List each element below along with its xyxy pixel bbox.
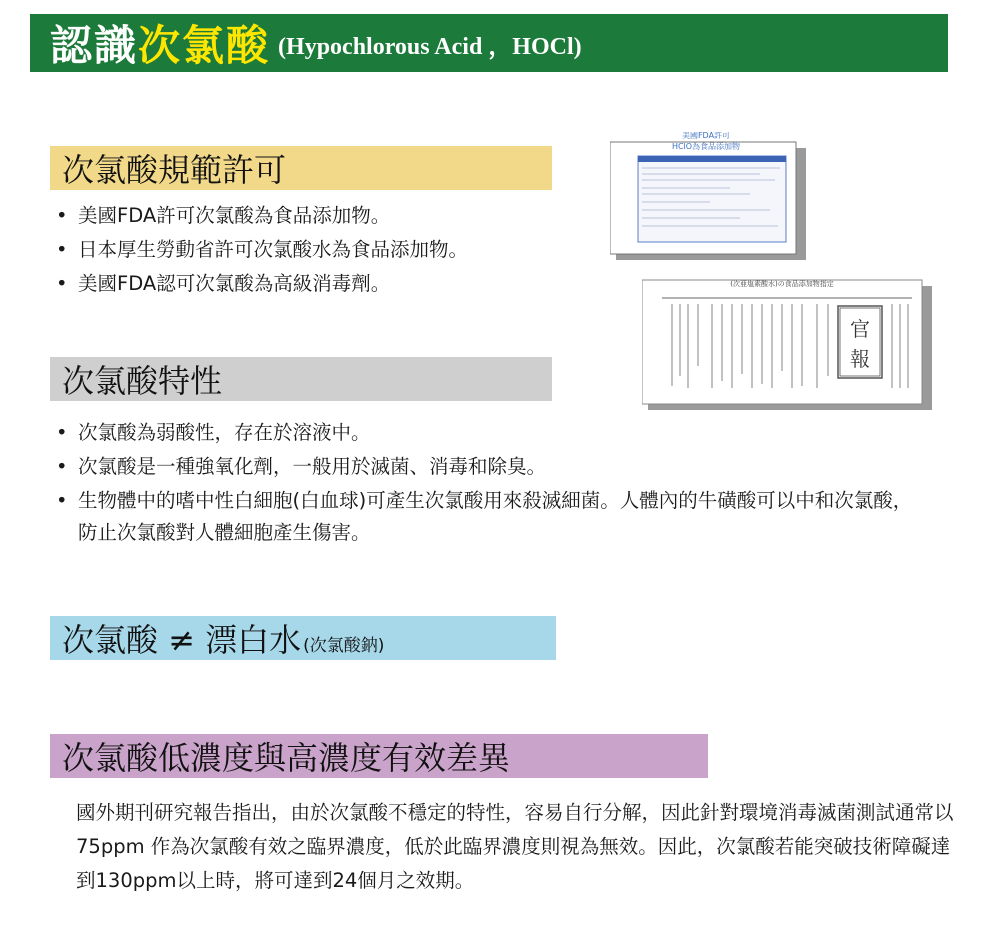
properties-heading: [50, 357, 552, 401]
gazette-seal-char-2: 報: [850, 347, 870, 371]
fda-caption-1: 美國FDA許可: [681, 132, 731, 140]
regulation-heading-text: 次氯酸規範許可: [62, 151, 287, 189]
title-banner: [30, 14, 948, 72]
properties-list: [52, 417, 932, 551]
fda-document-image: [610, 132, 806, 260]
gazette-seal-char-1: 官: [850, 317, 870, 341]
list-item: • 美國FDA許可次氯酸為食品添加物。: [52, 199, 612, 233]
gazette-document-image: [642, 276, 932, 410]
regulation-list: [52, 199, 612, 301]
fda-caption-2: HClO為食品添加物: [671, 142, 741, 151]
properties-heading-text: 次氯酸特性: [62, 362, 223, 400]
gazette-caption: (次亜塩素酸水)の食品添加物指定: [730, 280, 834, 288]
concentration-heading-text: 次氯酸低濃度與高濃度有效差異: [62, 739, 511, 777]
list-item: • 生物體中的嗜中性白細胞(白血球)可產生次氯酸用來殺滅細菌。人體內的牛磺酸可以中和次氯酸， 防止次氯酸對人體細胞產生傷害。: [52, 485, 932, 549]
title-english: (Hypochlorous Acid ，HOCl): [278, 33, 582, 60]
list-item: • 日本厚生勞動省許可次氯酸水為食品添加物。: [52, 233, 612, 267]
list-item: • 次氯酸是一種強氧化劑，一般用於滅菌、消毒和除臭。: [52, 451, 932, 483]
bleach-heading-text: [50, 615, 384, 661]
bleach-heading-note: (次氯酸鈉): [303, 636, 385, 656]
concentration-heading: [50, 734, 708, 778]
bleach-heading-main: 次氯酸 ≠ 漂白水: [62, 621, 302, 659]
bleach-heading: [50, 616, 556, 660]
concentration-paragraph: 國外期刊研究報告指出，由於次氯酸不穩定的特性，容易自行分解，因此針對環境消毒滅菌測試通常以75ppm 作為次氯酸有效之臨界濃度，低於此臨界濃度則視為無效。因此，次氯酸若能突破技術障礙達到130ppm以上時，將可達到24個月之效期。: [76, 801, 954, 892]
title-prefix: 認識: [50, 21, 139, 70]
list-item: • 次氯酸為弱酸性，存在於溶液中。: [52, 417, 932, 449]
list-item: • 美國FDA認可次氯酸為高級消毒劑。: [52, 267, 612, 301]
title-highlight: 次氯酸: [138, 21, 271, 70]
regulation-heading: [50, 146, 552, 190]
